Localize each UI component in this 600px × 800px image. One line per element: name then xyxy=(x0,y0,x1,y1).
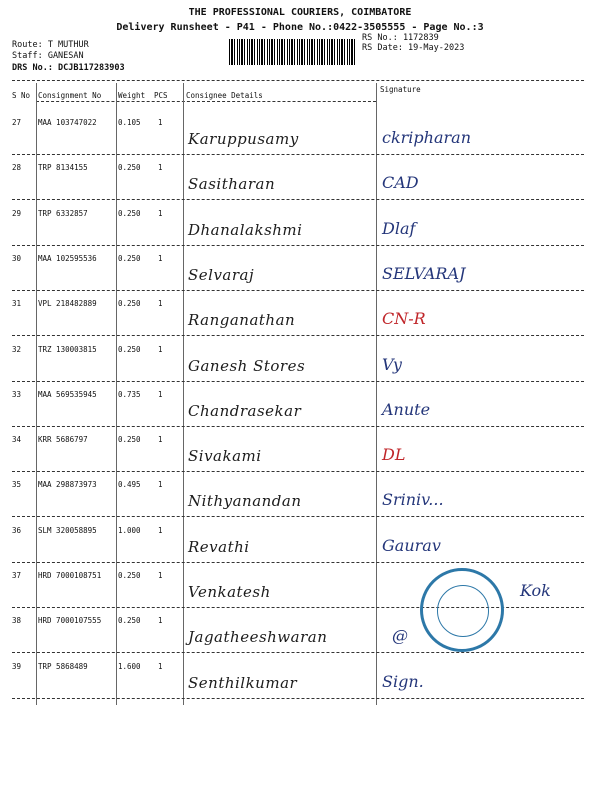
row-pcs: 1 xyxy=(158,209,163,218)
row-divider xyxy=(12,335,584,336)
barcode-icon xyxy=(229,39,355,65)
row-pcs: 1 xyxy=(158,390,163,399)
row-weight: 0.250 xyxy=(118,254,141,263)
row-divider xyxy=(12,471,584,472)
col-weight: Weight xyxy=(118,91,146,100)
row-weight: 0.250 xyxy=(118,616,141,625)
row-weight: 0.105 xyxy=(118,118,141,127)
drs-number: DRS No.: DCJB117283903 xyxy=(12,63,125,73)
row-divider xyxy=(12,290,584,291)
runsheet-subtitle: Delivery Runsheet - P41 - Phone No.:0422-3505555 - Page No.:3 xyxy=(116,22,484,33)
row-sno: 38 xyxy=(12,616,22,625)
row-divider xyxy=(12,154,584,155)
row-pcs: 1 xyxy=(158,163,163,172)
row-consignee: Ranganathan xyxy=(188,311,296,329)
row-sno: 32 xyxy=(12,345,22,354)
row-sno: 35 xyxy=(12,480,22,489)
row-consignee: Revathi xyxy=(188,538,250,556)
row-signature: Dlaf xyxy=(382,219,416,238)
row-weight: 0.250 xyxy=(118,209,141,218)
row-consignment: KRR 5686797 xyxy=(38,435,88,444)
row-consignment: TRP 5868489 xyxy=(38,662,88,671)
row-signature: Kok xyxy=(520,581,551,600)
row-consignment: TRP 6332857 xyxy=(38,209,88,218)
row-consignment: SLM 320058895 xyxy=(38,526,97,535)
row-sno: 34 xyxy=(12,435,22,444)
row-sno: 33 xyxy=(12,390,22,399)
row-signature: CN-R xyxy=(382,309,426,328)
row-consignee: Venkatesh xyxy=(188,583,271,601)
row-consignee: Ganesh Stores xyxy=(188,357,306,375)
row-weight: 0.495 xyxy=(118,480,141,489)
col-consignee: Consignee Details xyxy=(186,91,263,100)
row-divider xyxy=(12,381,584,382)
col-pcs: PCS xyxy=(154,91,168,100)
row-sno: 36 xyxy=(12,526,22,535)
row-consignee: Nithyanandan xyxy=(188,492,302,510)
row-signature: CAD xyxy=(382,173,419,192)
row-consignment: MAA 569535945 xyxy=(38,390,97,399)
row-signature: @ xyxy=(392,626,408,645)
row-consignment: MAA 103747022 xyxy=(38,118,97,127)
row-consignee: Sivakami xyxy=(188,447,262,465)
row-weight: 0.250 xyxy=(118,163,141,172)
row-pcs: 1 xyxy=(158,526,163,535)
row-consignment: MAA 102595536 xyxy=(38,254,97,263)
row-divider xyxy=(12,562,584,563)
row-consignment: TRP 8134155 xyxy=(38,163,88,172)
row-divider xyxy=(12,698,584,699)
row-consignee: Senthilkumar xyxy=(188,674,298,692)
row-pcs: 1 xyxy=(158,118,163,127)
row-divider xyxy=(12,426,584,427)
row-pcs: 1 xyxy=(158,345,163,354)
row-consignee: Jagatheeshwaran xyxy=(188,628,328,646)
row-consignee: Dhanalakshmi xyxy=(188,221,303,239)
row-weight: 0.250 xyxy=(118,345,141,354)
row-weight: 0.250 xyxy=(118,299,141,308)
rs-date: RS Date: 19-May-2023 xyxy=(362,43,465,53)
row-signature: Gaurav xyxy=(382,536,441,555)
row-sno: 37 xyxy=(12,571,22,580)
row-consignee: Karuppusamy xyxy=(188,130,299,148)
row-sno: 27 xyxy=(12,118,22,127)
page-title: THE PROFESSIONAL COURIERS, COIMBATORE xyxy=(188,7,412,18)
row-consignment: HRD 7000107555 xyxy=(38,616,102,625)
row-weight: 1.600 xyxy=(118,662,141,671)
row-sno: 30 xyxy=(12,254,22,263)
row-pcs: 1 xyxy=(158,571,163,580)
row-consignee: Sasitharan xyxy=(188,175,276,193)
row-consignment: HRD 7000108751 xyxy=(38,571,102,580)
row-pcs: 1 xyxy=(158,299,163,308)
row-signature: Sign. xyxy=(382,672,424,691)
route-text: Route: T MUTHUR xyxy=(12,40,89,50)
row-signature: DL xyxy=(382,445,406,464)
row-sno: 28 xyxy=(12,163,22,172)
row-consignment: TRZ 130003815 xyxy=(38,345,97,354)
col-sno: S No xyxy=(12,91,31,100)
row-pcs: 1 xyxy=(158,662,163,671)
row-pcs: 1 xyxy=(158,435,163,444)
row-sno: 31 xyxy=(12,299,22,308)
row-signature: Sriniv... xyxy=(382,490,444,509)
row-pcs: 1 xyxy=(158,616,163,625)
row-pcs: 1 xyxy=(158,254,163,263)
col-signature: Signature xyxy=(380,85,421,94)
row-consignment: VPL 218482889 xyxy=(38,299,97,308)
row-signature: Vy xyxy=(382,355,402,374)
row-consignment: MAA 298873973 xyxy=(38,480,97,489)
row-weight: 0.735 xyxy=(118,390,141,399)
row-signature: Anute xyxy=(382,400,431,419)
staff-text: Staff: GANESAN xyxy=(12,51,84,61)
col-consignment: Consignment No xyxy=(38,91,102,100)
row-divider xyxy=(12,245,584,246)
row-consignee: Chandrasekar xyxy=(188,402,302,420)
row-divider xyxy=(12,516,584,517)
row-weight: 0.250 xyxy=(118,435,141,444)
row-consignee: Selvaraj xyxy=(188,266,255,284)
row-divider xyxy=(12,199,584,200)
rs-number: RS No.: 1172839 xyxy=(362,33,439,43)
row-pcs: 1 xyxy=(158,480,163,489)
row-weight: 1.000 xyxy=(118,526,141,535)
row-divider xyxy=(12,652,584,653)
row-sno: 39 xyxy=(12,662,22,671)
row-weight: 0.250 xyxy=(118,571,141,580)
row-sno: 29 xyxy=(12,209,22,218)
row-signature: ckripharan xyxy=(382,128,471,147)
row-signature: SELVARAJ xyxy=(382,264,466,283)
institution-seal xyxy=(420,568,504,652)
